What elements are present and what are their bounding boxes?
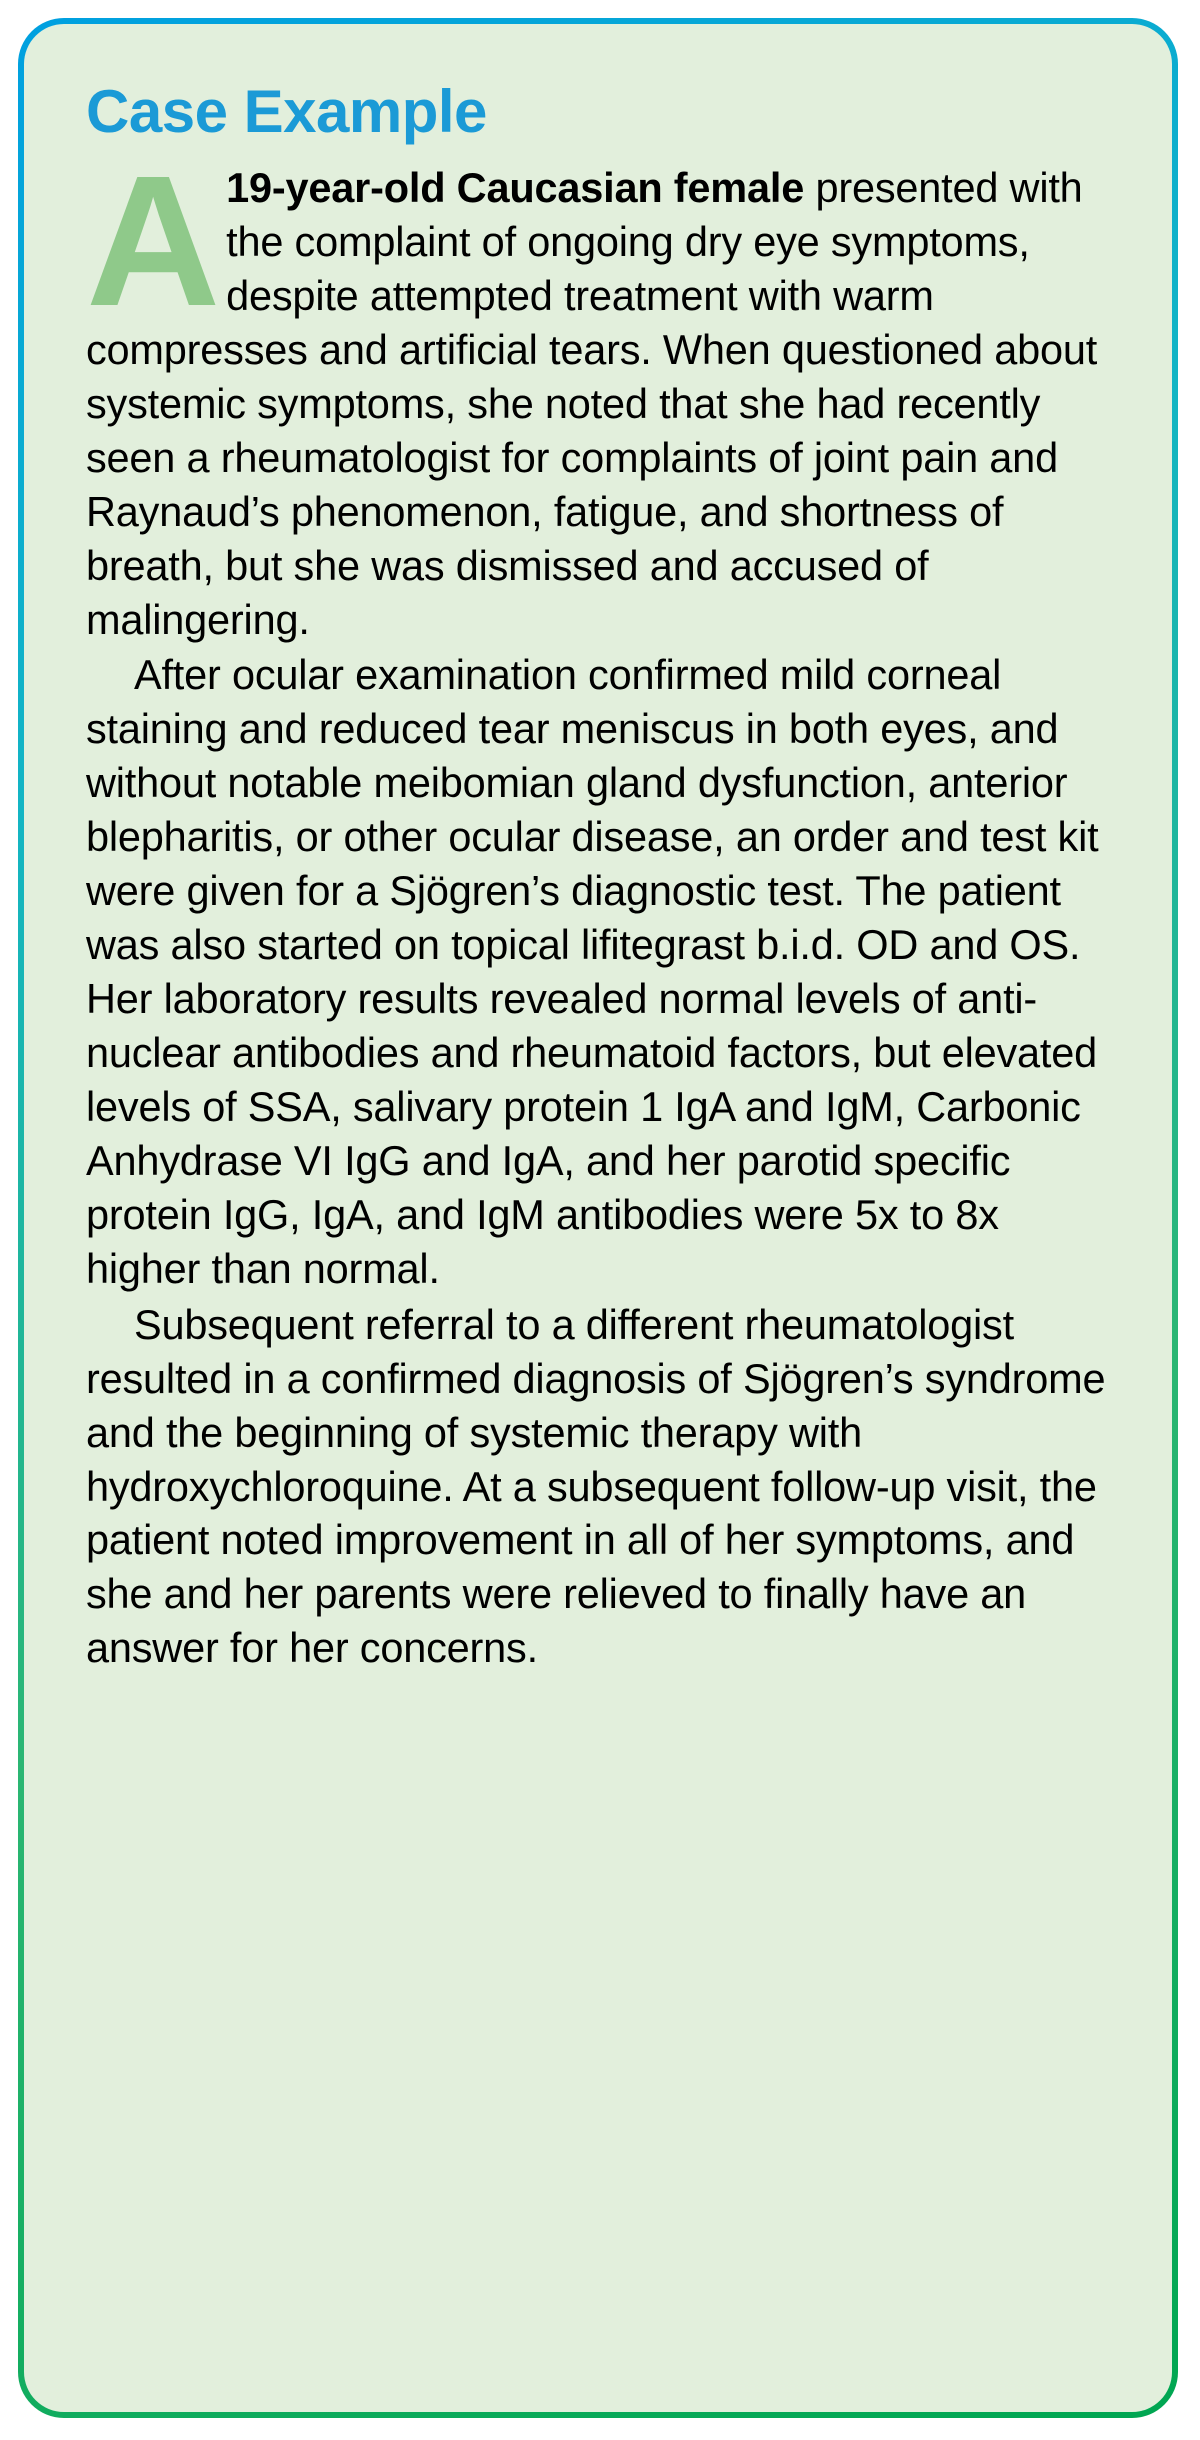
paragraph-2: After ocular examination confirmed mild corneal staining and reduced tear meniscus in both eyes, and without notable meibomian gland dysfunction, anterior blepharitis, or other ocular disease, an order and test kit were given for a Sjögren’s diagnostic test. The patient was also started on topical lifitegrast b.i.d. OD and OS. Her laboratory results revealed normal levels of anti-nuclear antibodies and rheumatoid factors, but elevated levels of SSA, salivary protein 1 IgA and IgM, Carbonic Anhydrase VI IgG and IgA, and her parotid specific protein IgG, IgA, and IgM antibodies were 5x to 8x higher than normal. — [86, 651, 1099, 1292]
page-title: Case Example — [86, 78, 487, 145]
paragraph-1-text: presented with the complaint of ongoing dry eye symptoms, despite attempted treatment with warm compresses and artificial tears. When questioned about systemic symptoms, she noted that she had recently seen a rheumatologist for complaints of joint pain and Raynaud’s phenomenon, fatigue, and shortness of breath, but she was dismissed and accused of malingering. — [86, 164, 1098, 643]
case-example-content — [24, 24, 1172, 2412]
paragraph-1-lead: 19-year-old Caucasian female — [226, 164, 805, 211]
case-body — [86, 138, 1110, 1675]
case-example-box — [18, 18, 1178, 2418]
drop-cap: A — [86, 138, 221, 345]
paragraph-1 — [86, 138, 1110, 646]
paragraph-3: Subsequent referral to a different rheumatologist resulted in a confirmed diagnosis of Sjögren’s syndrome and the beginning of systemic therapy with hydroxychloroquine. At a subsequent follow-up visit, the patient noted improvement in all of her symptoms, and she and her parents were relieved to finally have an answer for her concerns. — [86, 1300, 1106, 1672]
